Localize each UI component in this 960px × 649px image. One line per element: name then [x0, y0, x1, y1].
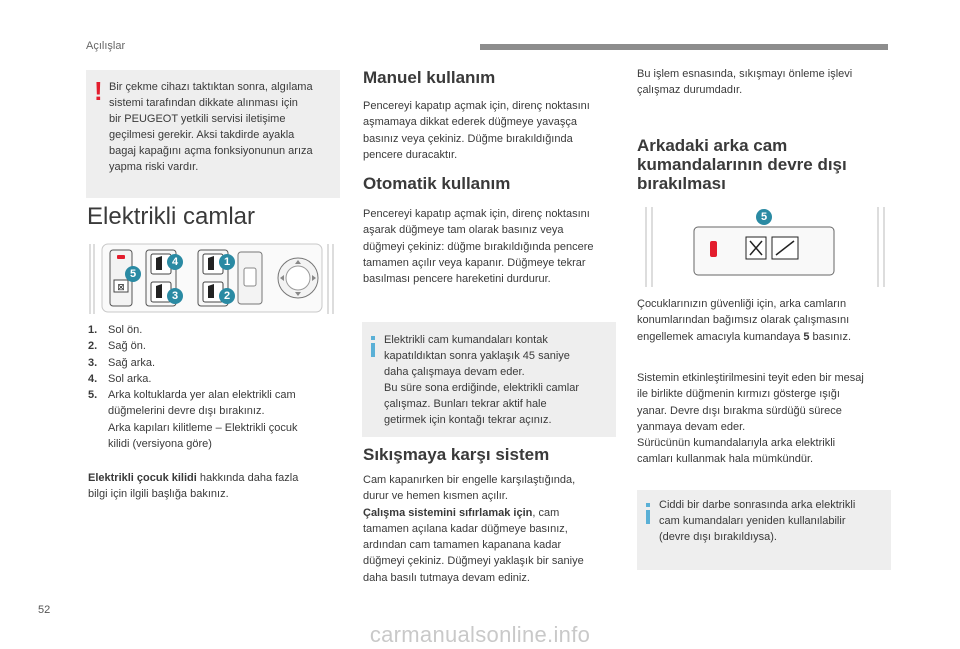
- running-header: Açılışlar: [86, 40, 126, 52]
- warning-line: Bir çekme cihazı taktıktan sonra, algılama: [109, 81, 313, 93]
- watermark: carmanualsonline.info: [369, 622, 591, 647]
- manual-use-text: Pencereyi kapatıp açmak için, direnç noktasını aşmamaya dikkat ederek düğmeye yavaşça basınız veya çekiniz. Düğme bırakıldığında pencere duracaktır.: [363, 100, 590, 161]
- automatic-use-text: Pencereyi kapatıp açmak için, direnç noktasını aşarak düğmeye tam olarak basınız veya düğmeyi çekiniz: düğme bırakıldığında pencere tamamen açılır veya kapanır. Düğmeye tekrar basılması pencere hareketini durdurur.: [363, 208, 594, 286]
- warning-line: geçilmesi gerekir. Aksi takdirde ayakla: [109, 129, 295, 141]
- list-item: 2. Sağ ön.: [88, 340, 146, 353]
- callout-badge-1: 1: [219, 254, 235, 270]
- info-box-impact: Ciddi bir darbe sonrasında arka elektrikli cam kumandaları yeniden kullanılabilir (devre dışı bırakıldıysa).: [637, 490, 891, 570]
- child-lock-bold: Elektrikli çocuk kilidi: [88, 472, 197, 484]
- heading-automatic-use: Otomatik kullanım: [363, 174, 511, 193]
- section-title-electric-windows: Elektrikli camlar: [87, 203, 256, 230]
- list-item: 4. Sol arka.: [88, 372, 152, 385]
- svg-text:⊠: ⊠: [117, 283, 125, 293]
- list-item-line: düğmelerini devre dışı bırakınız.: [108, 405, 265, 418]
- callout-badge-2: 2: [219, 288, 235, 304]
- page-number: 52: [38, 604, 51, 616]
- warning-line: yapma riski vardır.: [109, 161, 199, 173]
- list-item: 3. Sağ arka.: [88, 356, 156, 369]
- rear-lock-text-1: Çocuklarınızın güvenliği için, arka camların konumlarından bağımsız olarak çalışmasını engellemek amacıyla kumandaya 5 basınız.: [637, 298, 852, 343]
- list-item-line: kilidi (versiyona göre): [108, 438, 212, 451]
- callout-badge-4: 4: [167, 254, 183, 270]
- warning-line: bagaj kapağını açma fonksiyonunun arıza: [109, 145, 313, 157]
- heading-anti-pinch: Sıkışmaya karşı sistem: [363, 445, 550, 464]
- list-item: 5. Arka koltuklarda yer alan elektrikli cam: [88, 389, 296, 402]
- warning-line: bir PEUGEOT yetkili servisi iletişime: [109, 113, 286, 125]
- list-item: 1. Sol ön.: [88, 324, 143, 336]
- numbered-list: [88, 322, 338, 452]
- rear-lock-text-2: Sistemin etkinleştirilmesini teyit eden bir mesaj ile birlikte düğmenin kırmızı gösterge ışığı yanar. Devre dışı bırakma sürdüğü sürece yanmaya devam eder. Sürücünün kumandalarıyla arka elektrikli camları kullanmak hala mümkündür.: [637, 372, 864, 466]
- intro-text: Bu işlem esnasında, sıkışmayı önleme işlevi çalışmaz durumdadır.: [637, 68, 853, 97]
- heading-rear-controls-deactivation: Arkadaki arka cam kumandalarının devre dışı bırakılması: [637, 136, 847, 193]
- warning-box: [86, 70, 340, 198]
- info-icon: [371, 343, 375, 357]
- child-lock-reference: Elektrikli çocuk kilidi hakkında daha fazla bilgi için ilgili başlığa bakınız.: [88, 472, 299, 501]
- warning-line: sistemi tarafından dikkate alınması için: [109, 97, 298, 109]
- header-bar: [480, 44, 888, 50]
- info-icon: [646, 510, 650, 524]
- heading-manual-use: Manuel kullanım: [363, 68, 496, 87]
- info-box-delay: Elektrikli cam kumandaları kontak kapatıldıktan sonra yaklaşık 45 saniye daha çalışmaya devam eder. Bu süre sona erdiğinde, elektrikli camlar çalışmaz. Bunları tekrar aktif hale getirmek için kontağı tekrar açınız.: [362, 322, 616, 437]
- callout-badge-3: 3: [167, 288, 183, 304]
- anti-pinch-text: Cam kapanırken bir engelle karşılaştığında, durur ve hemen kısmen açılır. Çalışma sistemini sıfırlamak için, cam tamamen açılana kadar düğmeye basınız, ardından cam tamamen kapanana kadar düğmeyi çekiniz. Düğmeyi yaklaşık bir saniye daha basılı tutmaya devam ediniz.: [363, 474, 584, 584]
- warning-icon: !: [94, 76, 103, 106]
- callout-badge-5: 5: [125, 266, 141, 282]
- callout-badge-5: 5: [756, 209, 772, 225]
- list-item-line: Arka kapıları kilitleme – Elektrikli çocuk: [108, 421, 298, 434]
